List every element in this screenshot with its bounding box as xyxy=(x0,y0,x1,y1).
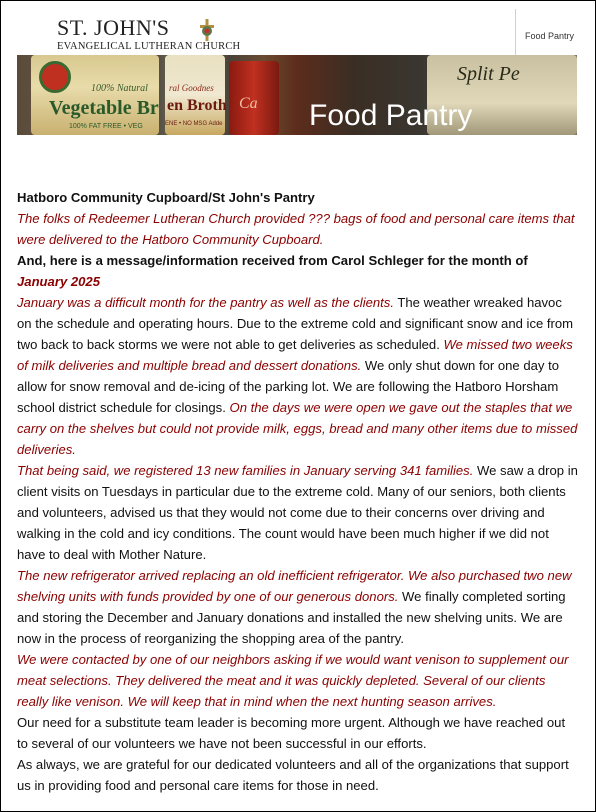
paragraph-january-red-3: On the days we were open we gave out the staples that we carry on the shelves but could not provide milk, eggs, bread and many other items due to missed deliveries. xyxy=(17,400,578,457)
month-heading: January 2025 xyxy=(17,274,100,289)
paragraph-january-black-1: The weather wreaked havoc on the schedule and operating hours. Due to the extreme cold and significant snow and ice from two back to back storms we were not able to get deliveries as scheduled. xyxy=(17,295,574,352)
paragraph-refrigerator-black: We finally completed sorting and storing the December and January donations and installed the new shelving units. We are now in the process of reorganizing the shopping area of the pantry. xyxy=(17,589,566,646)
can-label-fatfree: 100% FAT FREE • VEG xyxy=(69,123,143,130)
can-label-goodness: ral Goodnes xyxy=(169,83,214,93)
paragraph-january-red-1: January was a difficult month for the pantry as well as the clients. xyxy=(17,295,394,310)
logo-title[interactable]: ST. JOHN'S xyxy=(57,15,170,40)
hero-banner xyxy=(17,55,577,135)
paragraph-refrigerator-red: The new refrigerator arrived replacing an old inefficient refrigerator. We also purchased two new shelving units with funds provided by one of our generous donors. xyxy=(17,568,572,604)
paragraph-refrigerator xyxy=(17,565,579,649)
article-heading: Hatboro Community Cupboard/St John's Pantry xyxy=(17,190,315,205)
chicken-broth-can xyxy=(165,55,225,135)
vegetable-broth-can xyxy=(31,55,159,135)
paragraph-venison: We were contacted by one of our neighbors asking if we would want venison to supplement our meat selections. They delivered the meat and it was quickly depleted. Several of our clients really like venison. We will keep that in mind when the next hunting season arrives. xyxy=(17,652,569,709)
paragraph-families xyxy=(17,460,579,565)
paragraph-families-red: That being said, we registered 13 new families in January serving 341 families. xyxy=(17,463,474,478)
can-label-ca: Ca xyxy=(239,95,258,112)
can-label-msg: ENE • NO MSG Adde xyxy=(165,121,223,127)
can-label-broth: en Broth xyxy=(167,97,227,114)
nav-divider xyxy=(515,9,516,55)
paragraph-team-leader: Our need for a substitute team leader is becoming more urgent. Although we have reached out to several of our volunteers we have not been successful in our efforts. xyxy=(17,715,566,751)
site-header xyxy=(17,9,577,55)
paragraph-gratitude: As always, we are grateful for our dedicated volunteers and all of the organizations that support us in providing food and personal care items for those in need. xyxy=(17,757,569,793)
paragraph-january-black-2: We only shut down for one day to allow for snow removal and de-icing of the parking lot. We are following the Hatboro Horsham school district schedule for closings. xyxy=(17,358,560,415)
banner-title: Food Pantry xyxy=(309,99,473,132)
can-label-natural: 100% Natural xyxy=(91,83,148,94)
nav-link-food-pantry[interactable]: Food Pantry xyxy=(525,31,575,41)
luther-rose-icon xyxy=(199,19,215,41)
logo-subtitle: EVANGELICAL LUTHERAN CHURCH xyxy=(57,41,241,52)
article-content xyxy=(17,187,579,796)
can-label-vegetable: Vegetable Br xyxy=(49,97,159,119)
can-tomato-emblem xyxy=(39,61,71,93)
red-can xyxy=(229,61,279,135)
paragraph-families-black: We saw a drop in client visits on Tuesdays in particular due to the extreme cold. Many of our seniors, both clients and volunteers, advised us that they would not come due to their concerns over driving and walking in the cold and icy conditions. The count would have been much higher if we did not have to deal with Mother Nature. xyxy=(17,463,578,562)
message-lead: And, here is a message/information received from Carol Schleger for the month of xyxy=(17,253,528,268)
paragraph-january xyxy=(17,292,579,460)
paragraph-january-red-2: We missed two weeks of milk deliveries and multiple bread and dessert donations. xyxy=(17,337,573,373)
can-label-split-pea: Split Pe xyxy=(457,63,520,85)
intro-paragraph: The folks of Redeemer Lutheran Church provided ??? bags of food and personal care items that were delivered to the Hatboro Community Cupboard. xyxy=(17,211,575,247)
